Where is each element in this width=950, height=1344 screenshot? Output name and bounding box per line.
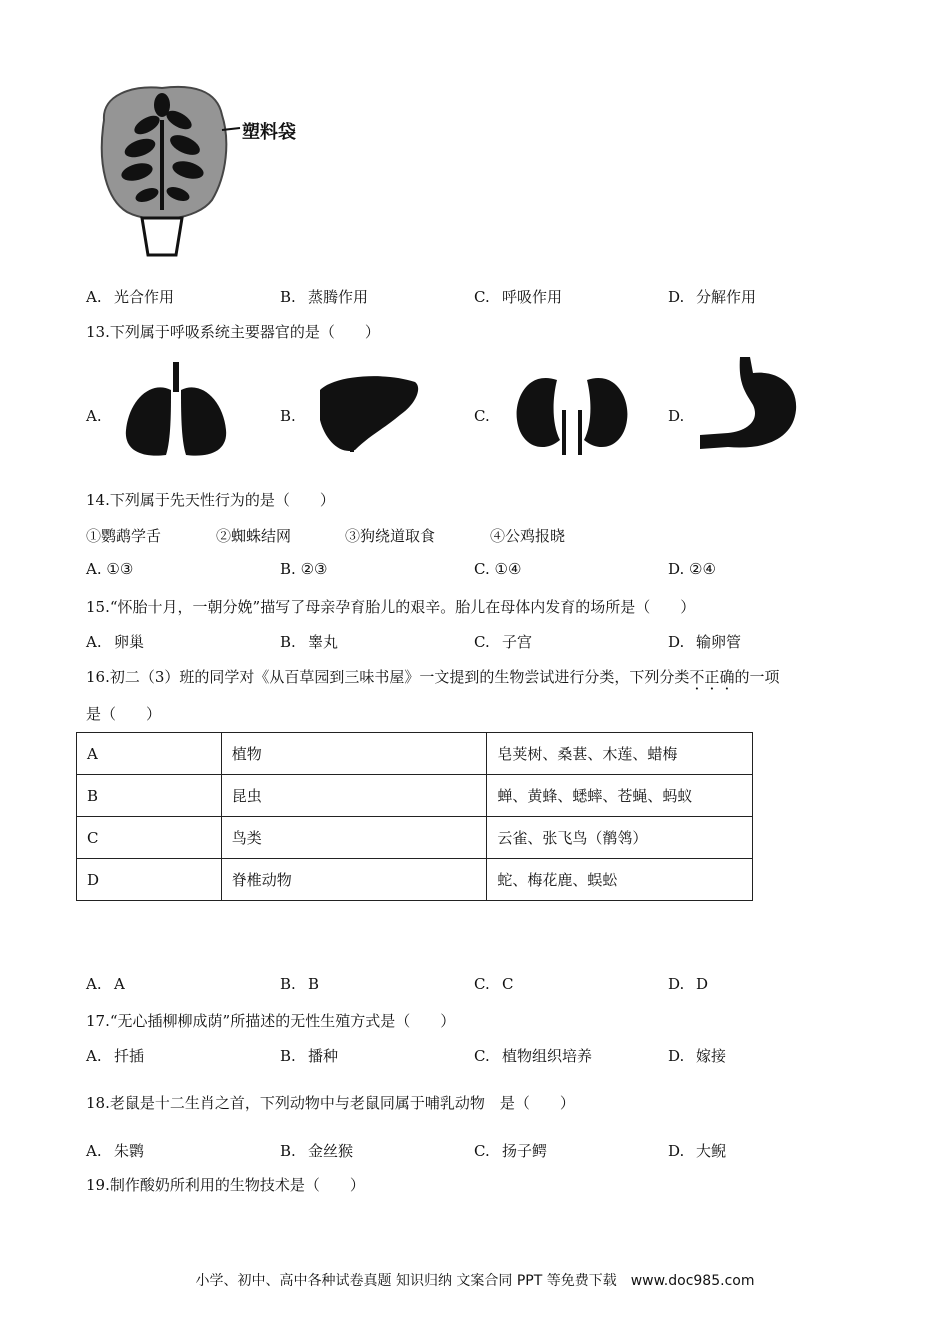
table-row: D 脊椎动物 蛇、梅花鹿、蜈蚣	[77, 859, 753, 901]
q17-option-c[interactable]: C. 植物组织培养	[474, 1047, 593, 1065]
q14-option-a[interactable]: A. ①③	[86, 560, 134, 578]
q14-stem: 14.下列属于先天性行为的是（ ）	[86, 491, 335, 509]
q15-option-b[interactable]: B. 睾丸	[280, 633, 339, 651]
q16-option-c[interactable]: C. C	[474, 975, 514, 993]
classification-table	[76, 732, 753, 901]
plant-bag-figure	[92, 80, 322, 260]
q16-stem: 16.初二（3）班的同学对《从百草园到三味书屋》一文提到的生物尝试进行分类，下列分类不正确的一项	[86, 668, 780, 686]
q18-option-d[interactable]: D. 大鲵	[668, 1142, 727, 1160]
kidneys-icon	[512, 370, 632, 460]
q14-option-c[interactable]: C. ①④	[474, 560, 522, 578]
q15-option-c[interactable]: C. 子宫	[474, 633, 533, 651]
q16-option-d[interactable]: D. D	[668, 975, 709, 993]
stomach-icon	[698, 355, 803, 460]
q12-option-c[interactable]: C. 呼吸作用	[474, 288, 563, 306]
q16-stem-line2: 是（ ）	[86, 705, 162, 723]
plastic-bag-label: 塑料袋	[242, 122, 296, 143]
q14-option-b[interactable]: B. ②③	[280, 560, 328, 578]
q19-stem: 19.制作酸奶所利用的生物技术是（ ）	[86, 1176, 365, 1194]
plant-in-plastic-bag-illustration	[92, 80, 322, 260]
q14-item-4: ④公鸡报晓	[490, 527, 566, 545]
q14-item-3: ③狗绕道取食	[345, 527, 436, 545]
q18-option-b[interactable]: B. 金丝猴	[280, 1142, 354, 1160]
q17-option-d[interactable]: D. 嫁接	[668, 1047, 727, 1065]
q14-item-1: ①鹦鹉学舌	[86, 527, 162, 545]
q17-option-b[interactable]: B. 播种	[280, 1047, 339, 1065]
q18-option-c[interactable]: C. 扬子鳄	[474, 1142, 548, 1160]
table-row: A 植物 皂荚树、桑葚、木莲、蜡梅	[77, 733, 753, 775]
q16-option-a[interactable]: A. A	[86, 975, 125, 993]
q14-item-2: ②蜘蛛结网	[216, 527, 292, 545]
liver-icon	[315, 370, 425, 460]
q12-option-a[interactable]: A. 光合作用	[86, 288, 175, 306]
q18-option-a[interactable]: A. 朱鹮	[86, 1142, 145, 1160]
table-row: B 昆虫 蝉、黄蜂、蟋蟀、苍蝇、蚂蚁	[77, 775, 753, 817]
q16-option-b[interactable]: B. B	[280, 975, 320, 993]
q12-option-d[interactable]: D. 分解作用	[668, 288, 757, 306]
q14-option-d[interactable]: D. ②④	[668, 560, 716, 578]
q17-option-a[interactable]: A. 扦插	[86, 1047, 145, 1065]
page-footer: 小学、初中、高中各种试卷真题 知识归纳 文案合同 PPT 等免费下载 www.doc985.com	[195, 1273, 755, 1289]
q18-stem: 18.老鼠是十二生肖之首，下列动物中与老鼠同属于哺乳动物 是（ ）	[86, 1094, 575, 1112]
q17-stem: 17.“无心插柳柳成荫”所描述的无性生殖方式是（ ）	[86, 1012, 456, 1030]
table-row: C 鸟类 云雀、张飞鸟（鹡鸰）	[77, 817, 753, 859]
lungs-icon	[121, 360, 231, 460]
q15-option-d[interactable]: D. 输卵管	[668, 633, 742, 651]
q15-option-a[interactable]: A. 卵巢	[86, 633, 145, 651]
q13-stem: 13.下列属于呼吸系统主要器官的是（ ）	[86, 323, 380, 341]
q12-option-b[interactable]: B. 蒸腾作用	[280, 288, 369, 306]
q15-stem: 15.“怀胎十月，一朝分娩”描写了母亲孕育胎儿的艰辛。胎儿在母体内发育的场所是（ ）	[86, 598, 696, 616]
